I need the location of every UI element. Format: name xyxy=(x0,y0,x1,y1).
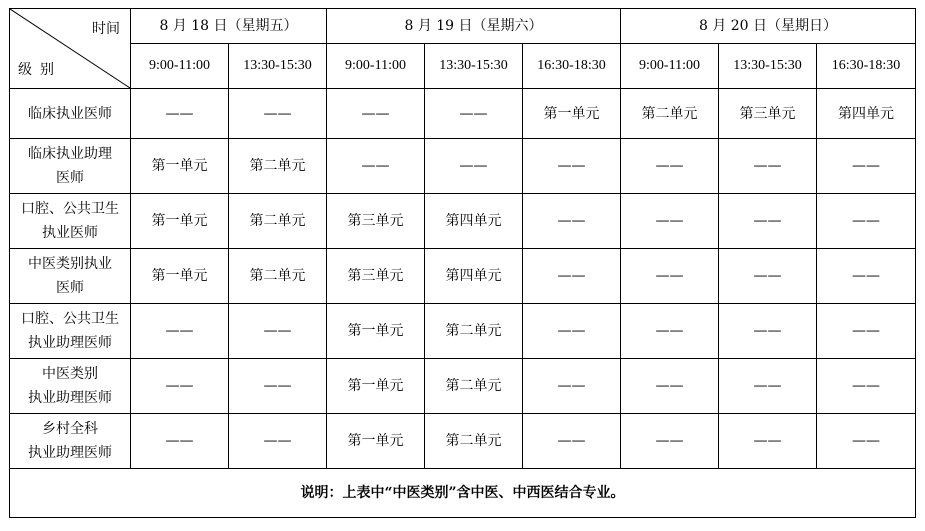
table-row xyxy=(10,249,916,304)
schedule-cell: 第三单元 xyxy=(327,194,425,249)
schedule-cell: —— xyxy=(229,359,327,414)
table-note: 说明：上表中“中医类别”含中医、中西医结合专业。 xyxy=(10,469,916,518)
schedule-cell: —— xyxy=(327,139,425,194)
schedule-cell: 第一单元 xyxy=(327,304,425,359)
schedule-cell: —— xyxy=(523,194,621,249)
schedule-cell: —— xyxy=(523,414,621,469)
schedule-cell: —— xyxy=(523,249,621,304)
time-slot-header: 16:30-18:30 xyxy=(817,44,916,89)
header-corner-cell xyxy=(10,9,131,89)
schedule-cell: —— xyxy=(621,359,719,414)
row-label-line: 口腔、公共卫生 xyxy=(21,201,119,217)
schedule-cell: —— xyxy=(229,89,327,139)
schedule-cell: 第二单元 xyxy=(229,194,327,249)
row-category-label xyxy=(10,89,131,139)
schedule-cell: —— xyxy=(523,304,621,359)
schedule-cell: —— xyxy=(719,249,817,304)
schedule-cell: 第一单元 xyxy=(327,359,425,414)
top-rule xyxy=(15,0,85,4)
time-slot-header: 16:30-18:30 xyxy=(523,44,621,89)
time-slot-header: 13:30-15:30 xyxy=(425,44,523,89)
schedule-cell: —— xyxy=(621,304,719,359)
schedule-cell: —— xyxy=(621,414,719,469)
schedule-cell: 第四单元 xyxy=(425,194,523,249)
schedule-cell: —— xyxy=(621,249,719,304)
schedule-cell: —— xyxy=(817,249,916,304)
table-row xyxy=(10,359,916,414)
table-row xyxy=(10,89,916,139)
schedule-cell: 第三单元 xyxy=(719,89,817,139)
schedule-cell: —— xyxy=(131,304,229,359)
schedule-cell: —— xyxy=(425,139,523,194)
row-label-line: 临床执业医师 xyxy=(28,105,112,122)
schedule-cell: 第三单元 xyxy=(327,249,425,304)
schedule-cell: —— xyxy=(817,194,916,249)
schedule-cell: —— xyxy=(817,414,916,469)
schedule-cell: —— xyxy=(523,359,621,414)
time-slot-header: 9:00-11:00 xyxy=(131,44,229,89)
row-label-line: 中医类别 xyxy=(42,366,98,382)
date-header: 8 月 20 日（星期日） xyxy=(621,9,916,44)
schedule-cell: —— xyxy=(817,359,916,414)
schedule-cell: —— xyxy=(719,194,817,249)
row-label-line: 执业助理医师 xyxy=(28,390,112,406)
row-label-line: 中医类别执业 xyxy=(28,256,112,272)
schedule-cell: 第一单元 xyxy=(523,89,621,139)
schedule-cell: 第一单元 xyxy=(131,194,229,249)
table-row xyxy=(10,304,916,359)
time-header-row xyxy=(10,44,916,89)
row-label-line: 医师 xyxy=(56,280,84,296)
row-category-label xyxy=(10,194,131,249)
time-slot-header: 9:00-11:00 xyxy=(621,44,719,89)
schedule-cell: 第二单元 xyxy=(425,304,523,359)
row-category-label xyxy=(10,359,131,414)
schedule-cell: —— xyxy=(229,304,327,359)
schedule-cell: —— xyxy=(621,194,719,249)
schedule-cell: —— xyxy=(719,414,817,469)
schedule-cell: 第一单元 xyxy=(131,249,229,304)
schedule-cell: —— xyxy=(131,89,229,139)
schedule-cell: —— xyxy=(817,139,916,194)
schedule-cell: 第一单元 xyxy=(327,414,425,469)
time-slot-header: 13:30-15:30 xyxy=(229,44,327,89)
row-label-line: 口腔、公共卫生 xyxy=(21,311,119,327)
schedule-cell: 第二单元 xyxy=(425,359,523,414)
row-category-label xyxy=(10,304,131,359)
row-category-label xyxy=(10,139,131,194)
exam-schedule-table xyxy=(9,8,916,518)
date-header: 8 月 18 日（星期五） xyxy=(131,9,327,44)
row-label-line: 医师 xyxy=(56,170,84,186)
schedule-cell: 第四单元 xyxy=(817,89,916,139)
row-label-line: 乡村全科 xyxy=(42,421,98,437)
table-row xyxy=(10,139,916,194)
date-header: 8 月 19 日（星期六） xyxy=(327,9,621,44)
schedule-cell: —— xyxy=(523,139,621,194)
schedule-cell: —— xyxy=(719,139,817,194)
corner-level-label: 级别 xyxy=(18,62,62,78)
schedule-cell: —— xyxy=(229,414,327,469)
schedule-cell: —— xyxy=(327,89,425,139)
time-slot-header: 9:00-11:00 xyxy=(327,44,425,89)
row-label-line: 执业医师 xyxy=(42,225,98,241)
schedule-cell: —— xyxy=(817,304,916,359)
row-label-line: 执业助理医师 xyxy=(28,335,112,351)
schedule-cell: —— xyxy=(719,359,817,414)
table-row xyxy=(10,414,916,469)
corner-time-label: 时间 xyxy=(92,21,120,37)
table-row xyxy=(10,194,916,249)
row-category-label xyxy=(10,414,131,469)
schedule-cell: —— xyxy=(621,139,719,194)
schedule-cell: —— xyxy=(719,304,817,359)
schedule-cell: 第二单元 xyxy=(229,249,327,304)
schedule-cell: —— xyxy=(131,414,229,469)
schedule-cell: 第二单元 xyxy=(621,89,719,139)
schedule-cell: 第二单元 xyxy=(229,139,327,194)
row-label-line: 临床执业助理 xyxy=(28,146,112,162)
row-category-label xyxy=(10,249,131,304)
schedule-cell: 第二单元 xyxy=(425,414,523,469)
schedule-cell: 第四单元 xyxy=(425,249,523,304)
schedule-cell: 第一单元 xyxy=(131,139,229,194)
schedule-cell: —— xyxy=(131,359,229,414)
row-label-line: 执业助理医师 xyxy=(28,445,112,461)
time-slot-header: 13:30-15:30 xyxy=(719,44,817,89)
schedule-cell: —— xyxy=(425,89,523,139)
